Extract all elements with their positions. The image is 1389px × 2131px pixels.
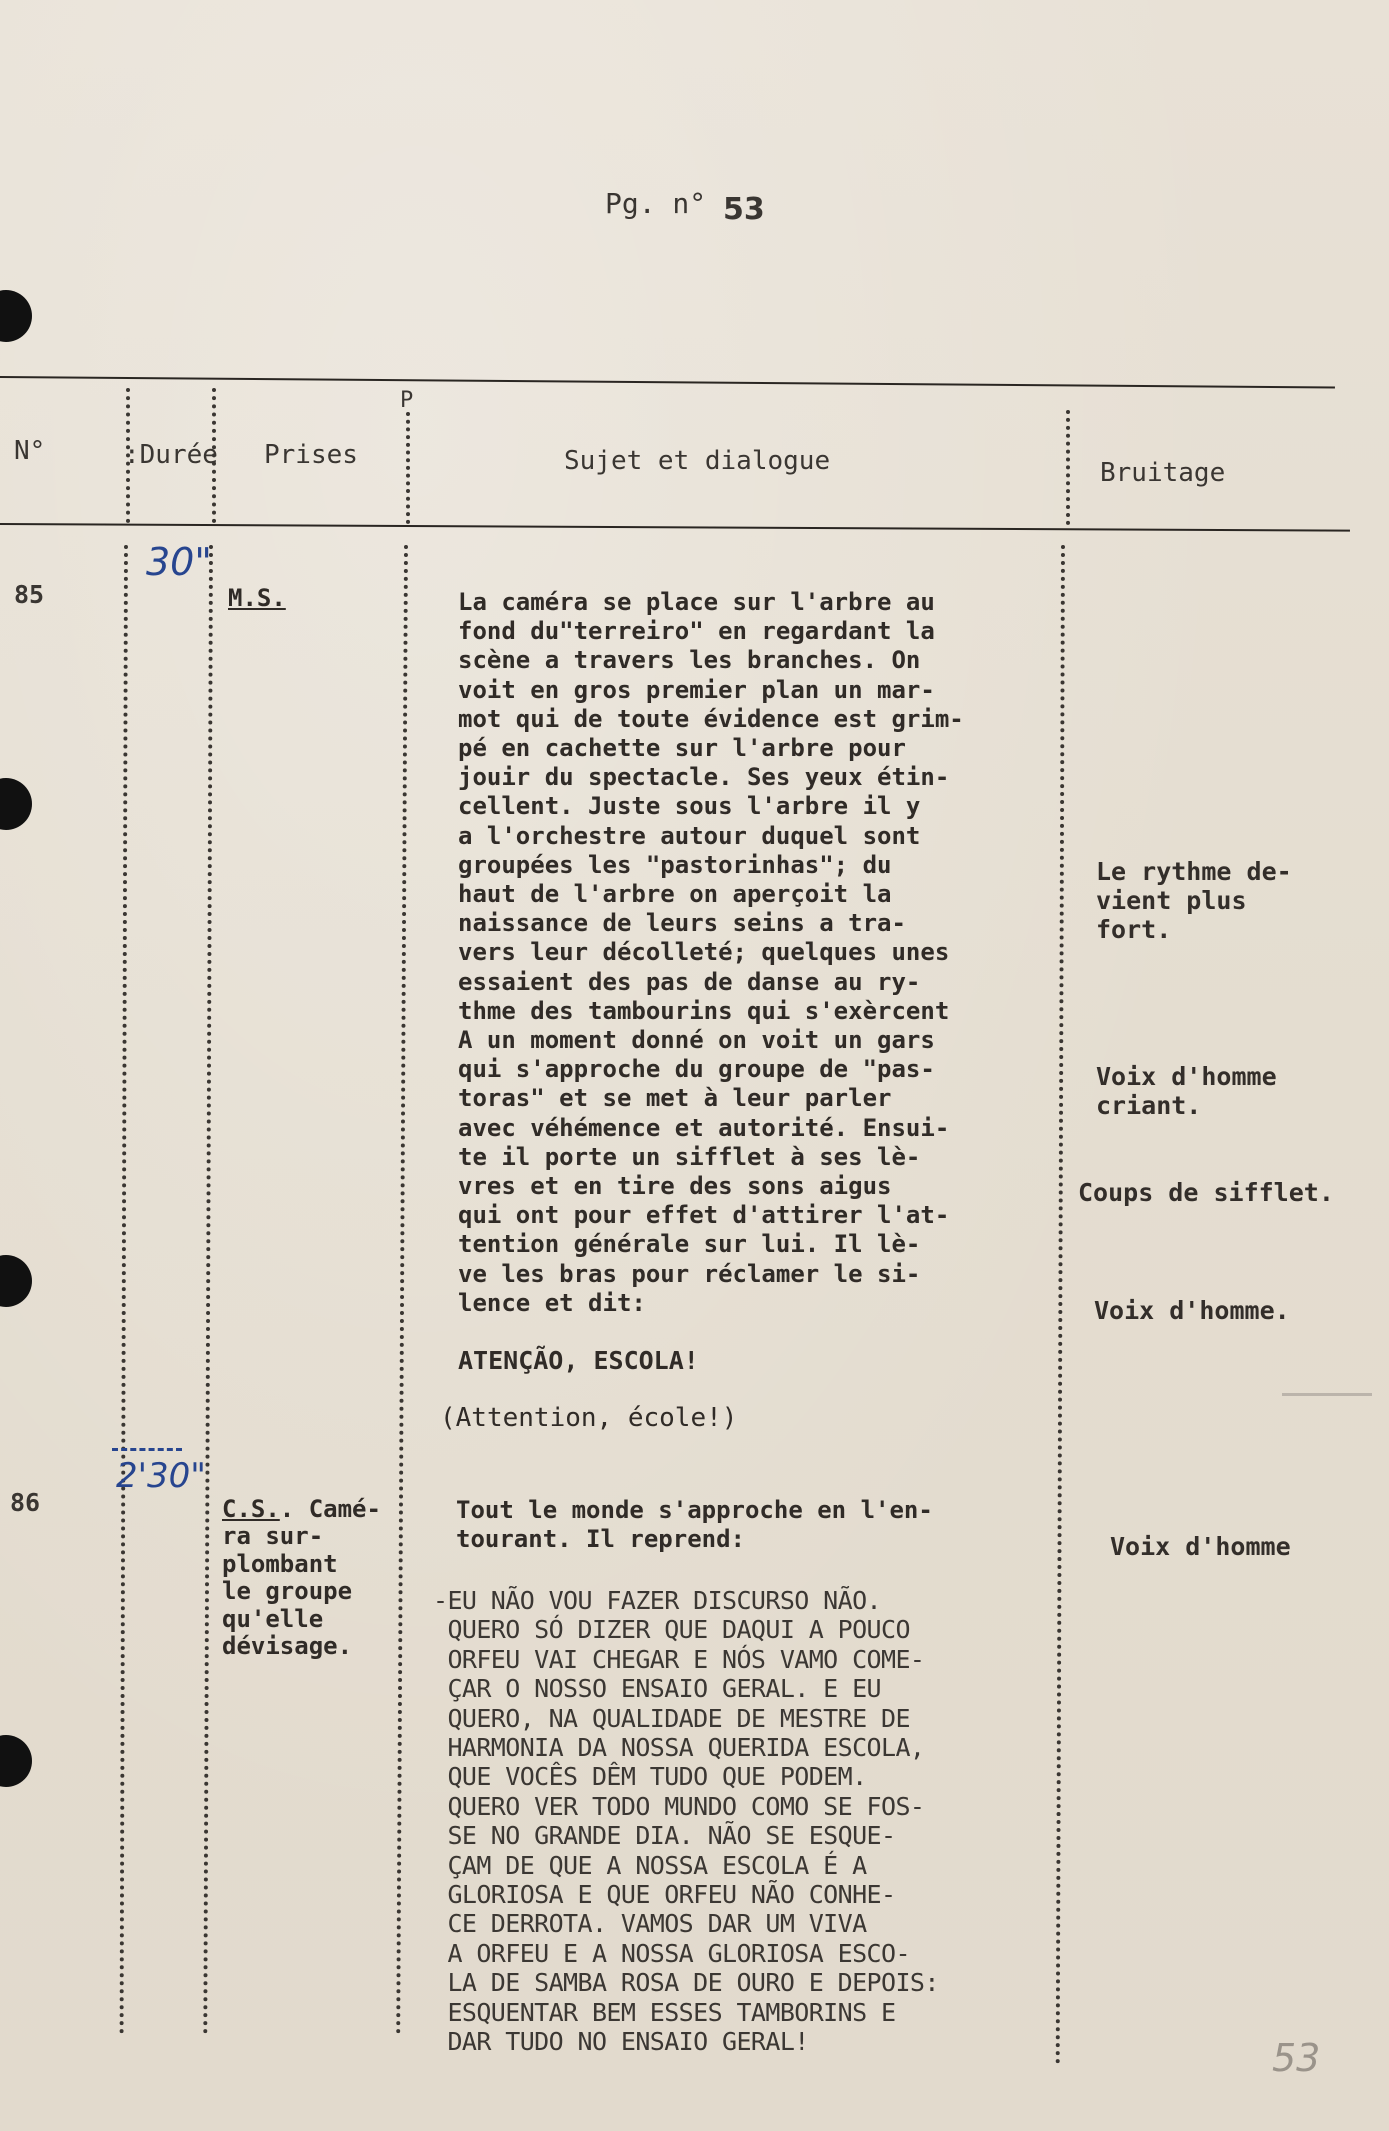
punch-hole xyxy=(0,1735,32,1787)
sound-cue: Voix d'homme. xyxy=(1094,1296,1290,1325)
header-top-rule xyxy=(0,376,1335,388)
shot-description xyxy=(222,1496,381,1660)
page-number-value: 53 xyxy=(723,192,765,227)
smudge xyxy=(1282,1393,1372,1396)
header-sound: Bruitage xyxy=(1100,458,1226,488)
corner-page-mark: 53 xyxy=(1272,2036,1321,2080)
sound-cue: Voix d'homme criant. xyxy=(1096,1062,1277,1120)
header-bottom-rule xyxy=(0,523,1350,532)
duration-handwritten: 2'30" xyxy=(116,1456,206,1496)
scene-number: 86 xyxy=(10,1488,41,1517)
column-separator xyxy=(1066,410,1070,525)
dialogue-translation: (Attention, école!) xyxy=(440,1403,738,1433)
header-duration: :Durée xyxy=(124,440,218,470)
duration-handwritten: 30" xyxy=(146,540,212,584)
column-separator xyxy=(396,545,408,2035)
page-number xyxy=(605,186,765,227)
punch-hole xyxy=(0,1255,32,1307)
scene-description: Tout le monde s'approche en l'en- tourant. Il reprend: xyxy=(456,1496,933,1554)
sound-cue: Le rythme de- vient plus fort. xyxy=(1096,857,1292,944)
column-separator xyxy=(406,412,410,524)
header-subject: Sujet et dialogue xyxy=(564,446,831,476)
header-p: P xyxy=(400,388,414,413)
sound-cue: Voix d'homme xyxy=(1110,1532,1291,1561)
scene-number: 85 xyxy=(14,580,45,609)
shot-description-text: . Camé- ra sur- plombant le groupe qu'elle dévisage. xyxy=(222,1495,381,1661)
dialogue-line: ATENÇÃO, ESCOLA! xyxy=(458,1346,699,1375)
column-separator xyxy=(203,545,213,2035)
dialogue-speech: -EU NÃO VOU FAZER DISCURSO NÃO. QUERO SÓ DIZER QUE DAQUI A POUCO ORFEU VAI CHEGAR E NÓS VAMO COME- ÇAR O NOSSO ENSAIO GERAL. E EU QUERO, NA QUALIDADE DE MESTRE DE HARMONIA DA NOSSA QUERIDA ESCOLA, QUE VOCÊS DÊM TUDO QUE PODEM. QUERO VER TODO MUNDO COMO SE FOS- SE NO GRANDE DIA. NÃO SE ESQUE- ÇAM DE QUE A NOSSA ESCOLA É A GLORIOSA E QUE ORFEU NÃO CONHE- CE DERROTA. VAMOS DAR UM VIVA A ORFEU E A NOSSA GLORIOSA ESCO- LA DE SAMBA ROSA DE OURO E DEPOIS: ESQUENTAR BEM ESSES TAMBORINS E DAR TUDO NO ENSAIO GERAL! xyxy=(433,1586,939,2057)
page-label: Pg. n° xyxy=(605,187,707,220)
shot-type: M.S. xyxy=(228,584,286,612)
shot-type: C.S. xyxy=(222,1495,280,1523)
column-separator xyxy=(120,545,128,2035)
punch-hole xyxy=(0,290,32,342)
scene-separator-mark xyxy=(112,1448,182,1451)
header-shots: Prises xyxy=(264,440,358,470)
sound-cue: Coups de sifflet. xyxy=(1078,1178,1334,1207)
punch-hole xyxy=(0,778,32,830)
header-number: N° xyxy=(14,436,46,466)
scene-description: La caméra se place sur l'arbre au fond du"terreiro" en regardant la scène a travers les branches. On voit en gros premier plan un mar- mot qui de toute évidence est grim- pé en cachette sur l'arbre pour jouir du spectacle. Ses yeux étin- cellent. Juste sous l'arbre il y a l'orchestre autour duquel sont groupées les "pastorinhas"; du haut de l'arbre on aperçoit la naissance de leurs seins a tra- vers leur décolleté; quelques unes essaient des pas de danse au ry- thme des tambourins qui s'exèrcent A un moment donné on voit un gars qui s'approche du groupe de "pas- toras" et se met à leur parler avec véhémence et autorité. Ensui- te il porte un sifflet à ses lè- vres et en tire des sons aigus qui ont pour effet d'attirer l'at- tention générale sur lui. Il lè- ve les bras pour réclamer le si- lence et dit: xyxy=(458,588,964,1317)
column-separator xyxy=(1056,545,1065,2065)
